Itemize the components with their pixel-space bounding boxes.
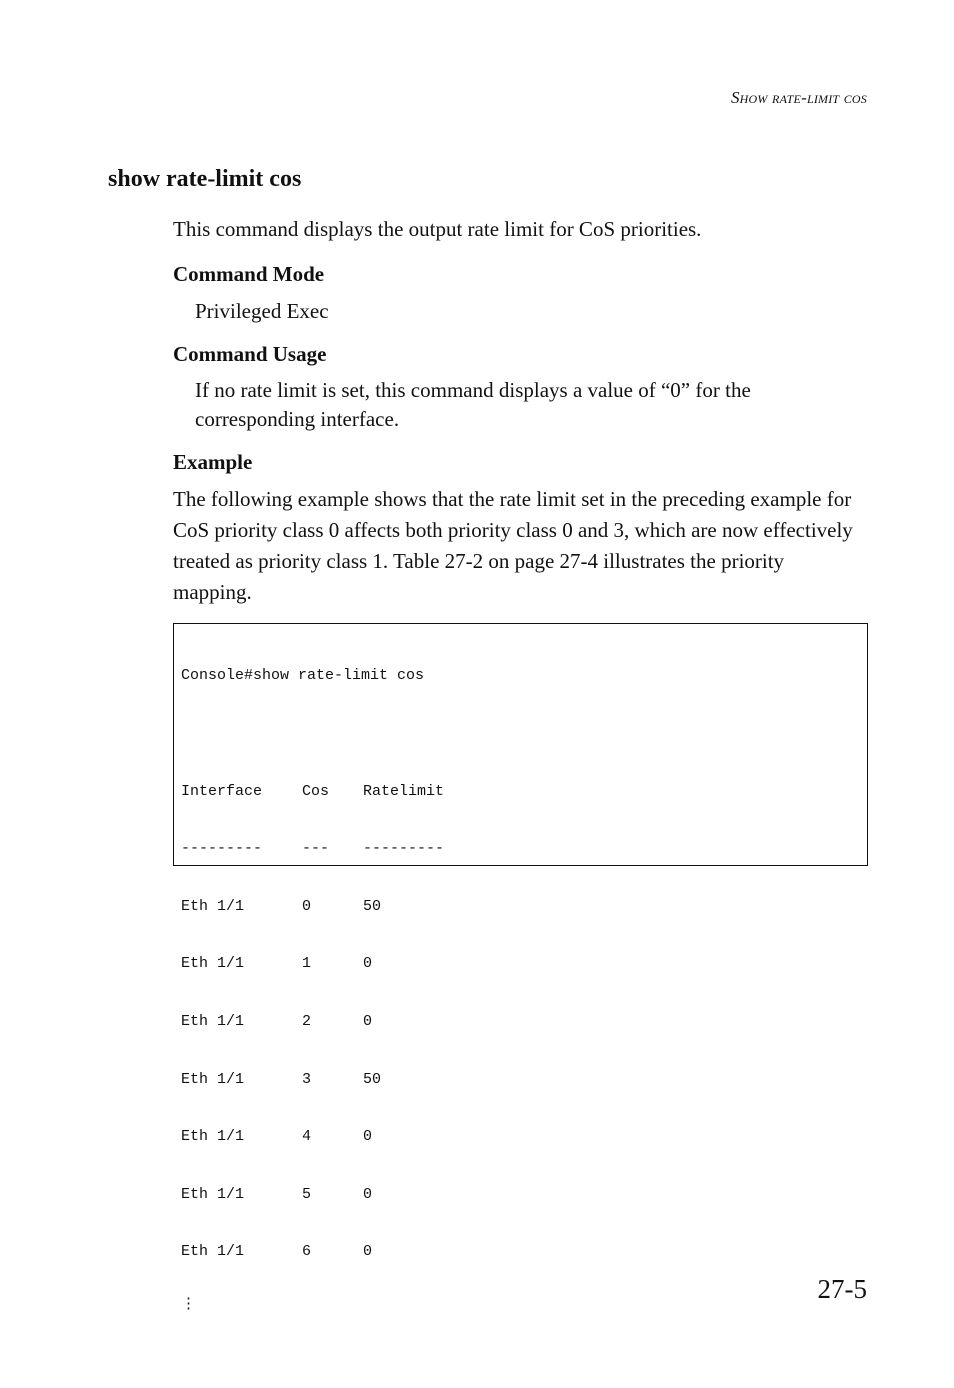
page-number: 27-5 (817, 1274, 867, 1304)
console-separator-row (181, 839, 867, 858)
console-row (181, 1127, 867, 1146)
row-cos: 1 (302, 955, 312, 973)
row-interface: Eth 1/1 (181, 1185, 245, 1203)
running-header: Show rate-limit cos (730, 88, 867, 107)
row-ratelimit: 0 (363, 1185, 373, 1203)
command-mode-value: Privileged Exec (195, 299, 329, 323)
row-cos: 2 (302, 1012, 312, 1030)
example-paragraph: The following example shows that the rate limit set in the preceding example for CoS priority class 0 affects both priority class 0 and 3, which are now effectively treated as priority class 1. Table 27-2 on page 27-4 illustrates the priority mapping. (173, 487, 853, 604)
section-title: show rate-limit cos (108, 166, 302, 192)
command-usage-heading: Command Usage (173, 342, 327, 366)
row-ratelimit: 50 (363, 1070, 382, 1088)
row-ratelimit: 0 (363, 1128, 373, 1146)
row-ratelimit: 0 (363, 1012, 373, 1030)
header-interface: Interface (181, 782, 263, 800)
row-interface: Eth 1/1 (181, 1243, 245, 1261)
console-row (181, 897, 867, 916)
row-cos: 3 (302, 1070, 312, 1088)
row-interface: Eth 1/1 (181, 955, 245, 973)
row-cos: 0 (302, 897, 312, 915)
row-interface: Eth 1/1 (181, 1012, 245, 1030)
row-interface: Eth 1/1 (181, 1128, 245, 1146)
example-heading: Example (173, 450, 253, 474)
command-usage-text: If no rate limit is set, this command displays a value of “0” for the corresponding interface. (195, 378, 751, 431)
row-ratelimit: 0 (363, 1243, 373, 1261)
row-cos: 4 (302, 1128, 312, 1146)
command-mode-heading: Command Mode (173, 262, 325, 286)
header-ratelimit: Ratelimit (363, 782, 445, 800)
continuation-dots-icon: ⋮ (181, 1295, 196, 1313)
console-row (181, 1012, 867, 1031)
row-cos: 6 (302, 1243, 312, 1261)
separator-ratelimit: --------- (363, 840, 445, 858)
console-command: Console#show rate-limit cos (181, 667, 425, 685)
row-cos: 5 (302, 1185, 312, 1203)
console-row (181, 1070, 867, 1089)
console-row (181, 1242, 867, 1261)
row-ratelimit: 50 (363, 897, 382, 915)
console-blank-line (181, 724, 867, 743)
console-row (181, 954, 867, 973)
intro-paragraph: This command displays the output rate limit for CoS priorities. (173, 217, 702, 241)
separator-cos: --- (302, 840, 330, 858)
separator-interface: --------- (181, 840, 263, 858)
console-header-row (181, 782, 867, 801)
row-ratelimit: 0 (363, 955, 373, 973)
header-cos: Cos (302, 782, 330, 800)
row-interface: Eth 1/1 (181, 1070, 245, 1088)
row-interface: Eth 1/1 (181, 897, 245, 915)
console-row (181, 1185, 867, 1204)
